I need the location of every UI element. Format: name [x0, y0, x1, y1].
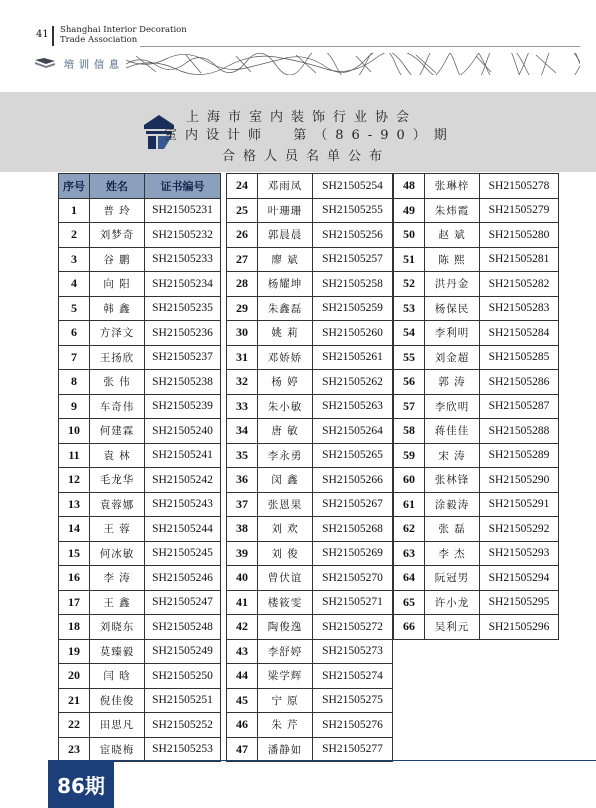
code-cell: SH21505276	[313, 713, 393, 738]
code-cell: SH21505267	[313, 492, 393, 517]
name-cell: 方泽文	[90, 321, 145, 346]
name-cell: 赵 斌	[425, 223, 480, 248]
code-cell: SH21505238	[145, 370, 221, 395]
seq-cell: 12	[59, 468, 90, 493]
name-cell: 叶珊珊	[258, 198, 313, 223]
code-cell: SH21505233	[145, 247, 221, 272]
code-cell: SH21505240	[145, 419, 221, 444]
code-cell: SH21505286	[480, 370, 559, 395]
seq-cell: 38	[227, 517, 258, 542]
name-cell: 朱小敏	[258, 394, 313, 419]
code-cell: SH21505295	[480, 590, 559, 615]
name-cell: 张 磊	[425, 517, 480, 542]
seq-cell: 8	[59, 370, 90, 395]
name-cell: 车奇伟	[90, 394, 145, 419]
code-cell: SH21505249	[145, 639, 221, 664]
seq-cell: 3	[59, 247, 90, 272]
roster-body-3	[394, 174, 559, 640]
name-cell: 张恩果	[258, 492, 313, 517]
name-cell: 张 伟	[90, 370, 145, 395]
code-cell: SH21505274	[313, 664, 393, 689]
code-cell: SH21505262	[313, 370, 393, 395]
table-row	[227, 419, 393, 444]
seq-cell: 57	[394, 394, 425, 419]
seq-cell: 18	[59, 615, 90, 640]
seq-cell: 9	[59, 394, 90, 419]
table-row	[227, 345, 393, 370]
roster-table-3	[393, 173, 559, 640]
table-row	[59, 272, 221, 297]
seq-cell: 34	[227, 419, 258, 444]
code-cell: SH21505289	[480, 443, 559, 468]
seq-cell: 45	[227, 688, 258, 713]
code-cell: SH21505277	[313, 737, 393, 762]
code-cell: SH21505282	[480, 272, 559, 297]
name-cell: 田思凡	[90, 713, 145, 738]
table-row	[394, 541, 559, 566]
seq-cell: 37	[227, 492, 258, 517]
code-cell: SH21505232	[145, 223, 221, 248]
code-cell: SH21505255	[313, 198, 393, 223]
code-cell: SH21505241	[145, 443, 221, 468]
seq-cell: 1	[59, 198, 90, 223]
code-cell: SH21505236	[145, 321, 221, 346]
table-row	[59, 394, 221, 419]
seq-cell: 46	[227, 713, 258, 738]
table-row	[227, 688, 393, 713]
code-cell: SH21505248	[145, 615, 221, 640]
footer-rule	[48, 760, 596, 761]
code-cell: SH21505243	[145, 492, 221, 517]
table-row	[227, 468, 393, 493]
table-row	[394, 419, 559, 444]
table-row	[394, 517, 559, 542]
seq-cell: 19	[59, 639, 90, 664]
seq-cell: 60	[394, 468, 425, 493]
seq-cell: 15	[59, 541, 90, 566]
code-cell: SH21505265	[313, 443, 393, 468]
section-heading	[34, 54, 124, 72]
table-row	[227, 566, 393, 591]
name-cell: 普 玲	[90, 198, 145, 223]
name-cell: 宁 原	[258, 688, 313, 713]
table-row	[394, 321, 559, 346]
seq-cell: 11	[59, 443, 90, 468]
code-cell: SH21505256	[313, 223, 393, 248]
table-row	[394, 370, 559, 395]
code-cell: SH21505242	[145, 468, 221, 493]
table-row	[227, 541, 393, 566]
code-cell: SH21505264	[313, 419, 393, 444]
table-row	[394, 223, 559, 248]
seq-cell: 33	[227, 394, 258, 419]
name-cell: 闫 晗	[90, 664, 145, 689]
name-cell: 杨 婷	[258, 370, 313, 395]
table-row	[227, 737, 393, 762]
code-cell: SH21505247	[145, 590, 221, 615]
name-cell: 吴利元	[425, 615, 480, 640]
name-cell: 刘 俊	[258, 541, 313, 566]
name-cell: 阮冠男	[425, 566, 480, 591]
table-row	[227, 492, 393, 517]
code-cell: SH21505254	[313, 174, 393, 199]
table-row	[227, 590, 393, 615]
table-row	[227, 394, 393, 419]
code-cell: SH21505278	[480, 174, 559, 199]
name-cell: 张琳梓	[425, 174, 480, 199]
code-cell: SH21505283	[480, 296, 559, 321]
name-cell: 倪佳俊	[90, 688, 145, 713]
seq-cell: 49	[394, 198, 425, 223]
table-row	[59, 296, 221, 321]
table-row	[227, 615, 393, 640]
issue-badge: 86期	[48, 760, 114, 808]
name-cell: 张林锋	[425, 468, 480, 493]
title-line-1: 上海市室内装饰行业协会	[186, 110, 418, 125]
code-cell: SH21505244	[145, 517, 221, 542]
seq-cell: 10	[59, 419, 90, 444]
table-row	[394, 296, 559, 321]
seq-cell: 30	[227, 321, 258, 346]
name-cell: 何冰敏	[90, 541, 145, 566]
header-name: 姓名	[90, 174, 145, 199]
code-cell: SH21505266	[313, 468, 393, 493]
seq-cell: 54	[394, 321, 425, 346]
code-cell: SH21505270	[313, 566, 393, 591]
table-row	[59, 590, 221, 615]
name-cell: 杨耀坤	[258, 272, 313, 297]
name-cell: 闵 鑫	[258, 468, 313, 493]
table-row	[59, 639, 221, 664]
seq-cell: 47	[227, 737, 258, 762]
table-row	[59, 198, 221, 223]
table-row	[394, 492, 559, 517]
table-row	[59, 688, 221, 713]
roster-table-1	[58, 173, 221, 762]
seq-cell: 5	[59, 296, 90, 321]
book-icon	[34, 57, 56, 69]
name-cell: 向 阳	[90, 272, 145, 297]
name-cell: 王 鑫	[90, 590, 145, 615]
name-cell: 袁 林	[90, 443, 145, 468]
seq-cell: 32	[227, 370, 258, 395]
code-cell: SH21505268	[313, 517, 393, 542]
name-cell: 刘 欢	[258, 517, 313, 542]
table-row	[394, 468, 559, 493]
name-cell: 陶俊逸	[258, 615, 313, 640]
title-line-2: 室内设计师 第（86-90）期	[164, 128, 455, 143]
table-row	[227, 321, 393, 346]
name-cell: 李利明	[425, 321, 480, 346]
name-cell: 刘晓东	[90, 615, 145, 640]
code-cell: SH21505260	[313, 321, 393, 346]
name-cell: 洪丹金	[425, 272, 480, 297]
table-row	[59, 468, 221, 493]
header-code: 证书编号	[145, 174, 221, 199]
seq-cell: 51	[394, 247, 425, 272]
name-cell: 郭晨晨	[258, 223, 313, 248]
seq-cell: 53	[394, 296, 425, 321]
code-cell: SH21505251	[145, 688, 221, 713]
seq-cell: 14	[59, 517, 90, 542]
code-cell: SH21505287	[480, 394, 559, 419]
name-cell: 朱炜霞	[425, 198, 480, 223]
name-cell: 廖 斌	[258, 247, 313, 272]
table-row	[394, 566, 559, 591]
table-row	[394, 615, 559, 640]
seq-cell: 4	[59, 272, 90, 297]
seq-cell: 42	[227, 615, 258, 640]
table-row	[59, 541, 221, 566]
table-row	[394, 174, 559, 199]
code-cell: SH21505259	[313, 296, 393, 321]
name-cell: 李永勇	[258, 443, 313, 468]
table-row	[394, 247, 559, 272]
seq-cell: 2	[59, 223, 90, 248]
seq-cell: 65	[394, 590, 425, 615]
code-cell: SH21505252	[145, 713, 221, 738]
seq-cell: 23	[59, 737, 90, 762]
table-row	[59, 419, 221, 444]
seq-cell: 21	[59, 688, 90, 713]
name-cell: 曾伏谊	[258, 566, 313, 591]
header-rule	[140, 46, 580, 47]
code-cell: SH21505269	[313, 541, 393, 566]
code-cell: SH21505263	[313, 394, 393, 419]
name-cell: 梁学辉	[258, 664, 313, 689]
name-cell: 李欣明	[425, 394, 480, 419]
table-row	[227, 713, 393, 738]
code-cell: SH21505261	[313, 345, 393, 370]
code-cell: SH21505258	[313, 272, 393, 297]
name-cell: 蒋佳佳	[425, 419, 480, 444]
name-cell: 邓娇娇	[258, 345, 313, 370]
title-line-3: 合格人员名单公布	[222, 149, 391, 164]
roster-table-2	[226, 173, 393, 762]
seq-cell: 26	[227, 223, 258, 248]
name-cell: 毛龙华	[90, 468, 145, 493]
name-cell: 王扬欣	[90, 345, 145, 370]
seq-cell: 24	[227, 174, 258, 199]
name-cell: 刘金超	[425, 345, 480, 370]
name-cell: 宋 涛	[425, 443, 480, 468]
seq-cell: 62	[394, 517, 425, 542]
association-name-en-line2: Trade Association	[60, 35, 138, 45]
seq-cell: 29	[227, 296, 258, 321]
seq-cell: 64	[394, 566, 425, 591]
seq-cell: 43	[227, 639, 258, 664]
table-row	[227, 247, 393, 272]
table-row	[394, 443, 559, 468]
seq-cell: 35	[227, 443, 258, 468]
code-cell: SH21505285	[480, 345, 559, 370]
name-cell: 邓雨凤	[258, 174, 313, 199]
roster-body-1	[59, 198, 221, 762]
code-cell: SH21505246	[145, 566, 221, 591]
code-cell: SH21505273	[313, 639, 393, 664]
name-cell: 袁蓉娜	[90, 492, 145, 517]
name-cell: 朱 芹	[258, 713, 313, 738]
name-cell: 楼筱雯	[258, 590, 313, 615]
seq-cell: 41	[227, 590, 258, 615]
table-row	[227, 639, 393, 664]
code-cell: SH21505288	[480, 419, 559, 444]
table-row	[394, 394, 559, 419]
seq-cell: 6	[59, 321, 90, 346]
table-row	[59, 664, 221, 689]
code-cell: SH21505293	[480, 541, 559, 566]
table-row	[227, 370, 393, 395]
seq-cell: 36	[227, 468, 258, 493]
table-row	[227, 272, 393, 297]
section-label: 培训信息	[64, 59, 124, 71]
seq-cell: 25	[227, 198, 258, 223]
seq-cell: 66	[394, 615, 425, 640]
page-number: 41	[36, 29, 49, 40]
table-row	[227, 296, 393, 321]
name-cell: 涂毅涛	[425, 492, 480, 517]
table-row	[227, 223, 393, 248]
seq-cell: 27	[227, 247, 258, 272]
table-row	[59, 247, 221, 272]
table-row	[59, 713, 221, 738]
header-seq: 序号	[59, 174, 90, 199]
roster-body-2	[227, 174, 393, 762]
code-cell: SH21505271	[313, 590, 393, 615]
table-row	[394, 198, 559, 223]
name-cell: 朱鑫磊	[258, 296, 313, 321]
seq-cell: 48	[394, 174, 425, 199]
table-row	[59, 345, 221, 370]
table-row	[227, 517, 393, 542]
code-cell: SH21505239	[145, 394, 221, 419]
table-row	[59, 615, 221, 640]
table-row	[59, 566, 221, 591]
seq-cell: 40	[227, 566, 258, 591]
code-cell: SH21505294	[480, 566, 559, 591]
name-cell: 许小龙	[425, 590, 480, 615]
seq-cell: 59	[394, 443, 425, 468]
name-cell: 唐 敏	[258, 419, 313, 444]
seq-cell: 28	[227, 272, 258, 297]
name-cell: 韩 鑫	[90, 296, 145, 321]
code-cell: SH21505296	[480, 615, 559, 640]
table-row	[59, 492, 221, 517]
code-cell: SH21505235	[145, 296, 221, 321]
table-row	[227, 443, 393, 468]
name-cell: 谷 鹏	[90, 247, 145, 272]
name-cell: 莫臻毅	[90, 639, 145, 664]
seq-cell: 13	[59, 492, 90, 517]
name-cell: 潘静如	[258, 737, 313, 762]
seq-cell: 63	[394, 541, 425, 566]
seq-cell: 20	[59, 664, 90, 689]
code-cell: SH21505257	[313, 247, 393, 272]
name-cell: 刘梦奇	[90, 223, 145, 248]
decorative-texture	[126, 53, 580, 75]
code-cell: SH21505291	[480, 492, 559, 517]
seq-cell: 7	[59, 345, 90, 370]
table-row	[59, 443, 221, 468]
code-cell: SH21505284	[480, 321, 559, 346]
seq-cell: 22	[59, 713, 90, 738]
name-cell: 杨保民	[425, 296, 480, 321]
seq-cell: 31	[227, 345, 258, 370]
code-cell: SH21505237	[145, 345, 221, 370]
code-cell: SH21505250	[145, 664, 221, 689]
code-cell: SH21505290	[480, 468, 559, 493]
table-row	[227, 174, 393, 199]
table-row	[394, 345, 559, 370]
code-cell: SH21505245	[145, 541, 221, 566]
header-divider	[52, 26, 54, 46]
code-cell: SH21505281	[480, 247, 559, 272]
table-row	[59, 223, 221, 248]
table-row	[59, 321, 221, 346]
table-row	[394, 272, 559, 297]
name-cell: 何建霖	[90, 419, 145, 444]
association-name-en-line1: Shanghai Interior Decoration	[60, 25, 187, 35]
name-cell: 姚 莉	[258, 321, 313, 346]
table-row	[59, 370, 221, 395]
code-cell: SH21505292	[480, 517, 559, 542]
name-cell: 李 涛	[90, 566, 145, 591]
code-cell: SH21505272	[313, 615, 393, 640]
name-cell: 宦晓梅	[90, 737, 145, 762]
name-cell: 李舒婷	[258, 639, 313, 664]
seq-cell: 16	[59, 566, 90, 591]
code-cell: SH21505279	[480, 198, 559, 223]
name-cell: 李 杰	[425, 541, 480, 566]
seq-cell: 55	[394, 345, 425, 370]
seq-cell: 44	[227, 664, 258, 689]
table-row	[227, 198, 393, 223]
seq-cell: 52	[394, 272, 425, 297]
table-row	[394, 590, 559, 615]
name-cell: 郭 涛	[425, 370, 480, 395]
seq-cell: 17	[59, 590, 90, 615]
seq-cell: 58	[394, 419, 425, 444]
seq-cell: 56	[394, 370, 425, 395]
table-header-row	[59, 174, 221, 199]
name-cell: 王 蓉	[90, 517, 145, 542]
association-name-en	[60, 25, 187, 45]
table-row	[227, 664, 393, 689]
name-cell: 陈 熙	[425, 247, 480, 272]
table-row	[59, 737, 221, 762]
code-cell: SH21505253	[145, 737, 221, 762]
code-cell: SH21505275	[313, 688, 393, 713]
code-cell: SH21505234	[145, 272, 221, 297]
seq-cell: 50	[394, 223, 425, 248]
table-row	[59, 517, 221, 542]
seq-cell: 61	[394, 492, 425, 517]
code-cell: SH21505231	[145, 198, 221, 223]
seq-cell: 39	[227, 541, 258, 566]
code-cell: SH21505280	[480, 223, 559, 248]
